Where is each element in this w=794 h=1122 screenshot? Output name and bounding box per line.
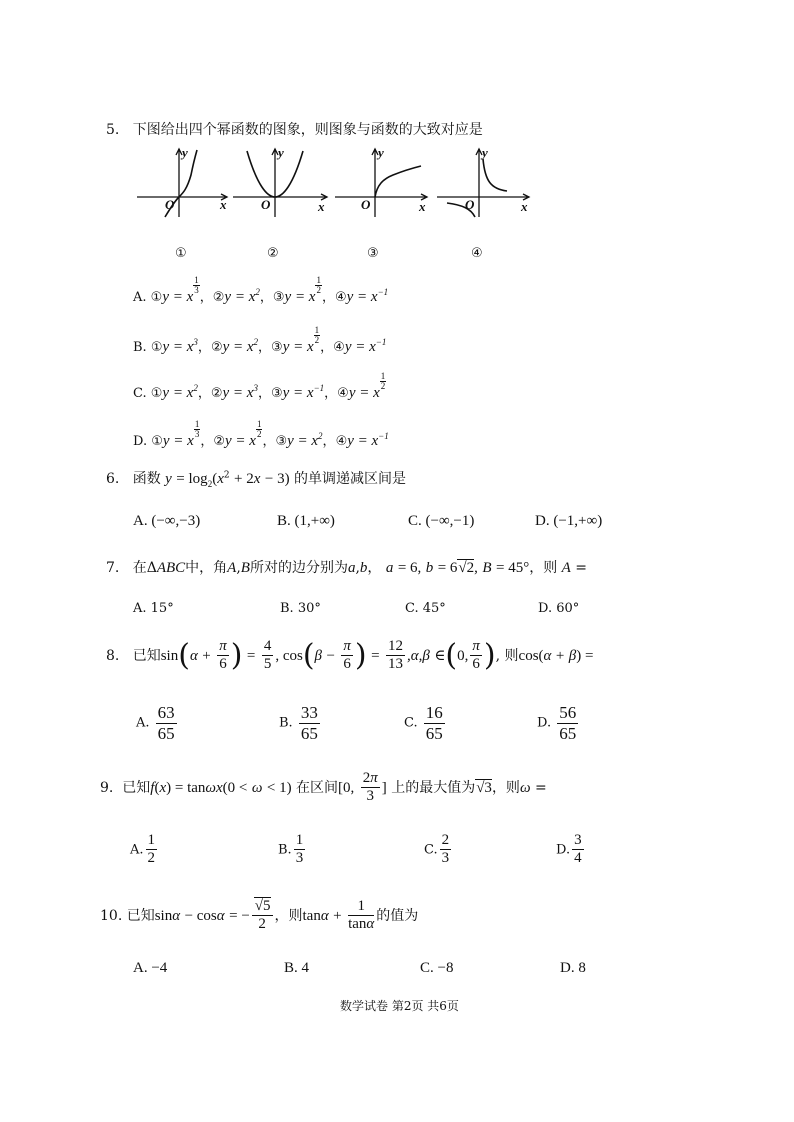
q8-option-a[interactable]: A. $\frac{63}{65}$ bbox=[136, 703, 175, 743]
svg-text:y: y bbox=[482, 145, 488, 160]
graph-label-1: ① bbox=[175, 246, 187, 261]
q5-option-b[interactable]: B. ①y = $x^3$，②y = $x^2$，③y = x $\frac{1}{2}$ ，④y = $x^{-1}$ bbox=[133, 325, 387, 356]
q6-option-b[interactable]: B. (1,+∞) bbox=[277, 513, 335, 529]
graph-label-2: ② bbox=[267, 246, 279, 261]
page-footer: 数学试卷 第2页 共6页 bbox=[340, 999, 459, 1013]
q10-option-b[interactable]: B. 4 bbox=[284, 960, 310, 976]
q5-option-d[interactable]: D. ①y = x $\frac{1}{3}$ ，②y = x $\frac{1}{2}$ ，③y = $x^2$，④y = $x^{-1}$ bbox=[133, 419, 389, 450]
q6-option-d[interactable]: D. (−1,+∞) bbox=[535, 513, 603, 529]
q10-option-a[interactable]: A. −4 bbox=[133, 960, 168, 976]
question-9-stem: 9. 已知f(x) = tanωx(0 < ω < 1) 在区间[0, $\frac{2\pi}{3}$ ] 上的最大值为√3，则ω = bbox=[100, 770, 547, 805]
svg-text:O: O bbox=[165, 197, 175, 212]
svg-text:x: x bbox=[318, 199, 325, 214]
q9-option-a[interactable]: A. $\frac{1}{2}$ bbox=[130, 832, 156, 867]
svg-text:x: x bbox=[521, 199, 528, 214]
svg-text:x: x bbox=[419, 199, 426, 214]
q5-option-c[interactable]: C. ①y = $x^2$，②y = $x^3$，③y = $x^{-1}$，④y = x $\frac{1}{2}$ bbox=[133, 371, 386, 402]
question-8-stem: 8. 已知sin(α + $\frac{\pi}{6}$ ) = $\frac{4}{5}$ , cos(β − $\frac{\pi}{6}$ ) = $\frac{12}{13}$ ,α,β ∈(0, $\frac{\pi}{6}$ ), 则cos(α + β) = bbox=[106, 637, 594, 673]
q8-option-b[interactable]: B. $\frac{33}{65}$ bbox=[279, 703, 318, 743]
svg-text:y: y bbox=[378, 145, 384, 160]
q7-option-b[interactable]: B. 30° bbox=[280, 601, 321, 616]
q8-option-c[interactable]: C. $\frac{16}{65}$ bbox=[404, 703, 443, 743]
q7-option-a[interactable]: A. 15° bbox=[133, 601, 174, 616]
q9-option-c[interactable]: C. $\frac{2}{3}$ bbox=[424, 832, 450, 867]
q7-option-d[interactable]: D. 60° bbox=[538, 601, 580, 616]
graph-label-4: ④ bbox=[471, 246, 483, 261]
question-5-stem: 5. 下图给出四个幂函数的图象，则图象与函数的大致对应是 bbox=[106, 122, 483, 138]
svg-text:O: O bbox=[261, 197, 271, 212]
svg-text:y: y bbox=[278, 145, 284, 160]
q6-option-a[interactable]: A. (−∞,−3) bbox=[133, 513, 201, 529]
q10-option-c[interactable]: C. −8 bbox=[420, 960, 454, 976]
q10-option-d[interactable]: D. 8 bbox=[560, 960, 586, 976]
q6-option-c[interactable]: C. (−∞,−1) bbox=[408, 513, 475, 529]
q9-option-b[interactable]: B. $\frac{1}{3}$ bbox=[278, 832, 304, 867]
question-6-stem: 6. 函数 $y = \log_2(x^2 + 2x - 3)$ 的单调递减区间是 bbox=[106, 470, 407, 489]
svg-text:y: y bbox=[182, 145, 188, 160]
graph-label-3: ③ bbox=[367, 246, 379, 261]
power-function-graphs bbox=[135, 145, 535, 220]
question-7-stem: 7. 在ΔABC中，角A,B所对的边分别为a,b， a = 6, b = 6√2, B = 45°，则 A = bbox=[106, 560, 588, 576]
svg-text:O: O bbox=[465, 197, 475, 212]
question-10-stem: 10. 已知sinα − cosα = − $\frac{√5}{2}$ ，则tanα + $\frac{1}{\tan\alpha}$ 的值为 bbox=[100, 898, 419, 933]
q5-option-a[interactable]: A. ①y = x $\frac{1}{3}$ ，②y = $x^2$，③y = x $\frac{1}{2}$ ，④y = $x^{-1}$ bbox=[133, 275, 389, 306]
q7-option-c[interactable]: C. 45° bbox=[405, 601, 446, 616]
svg-text:O: O bbox=[361, 197, 371, 212]
q8-option-d[interactable]: D. $\frac{56}{65}$ bbox=[537, 703, 577, 743]
svg-text:x: x bbox=[220, 197, 227, 212]
q9-option-d[interactable]: D. $\frac{3}{4}$ bbox=[556, 832, 582, 867]
